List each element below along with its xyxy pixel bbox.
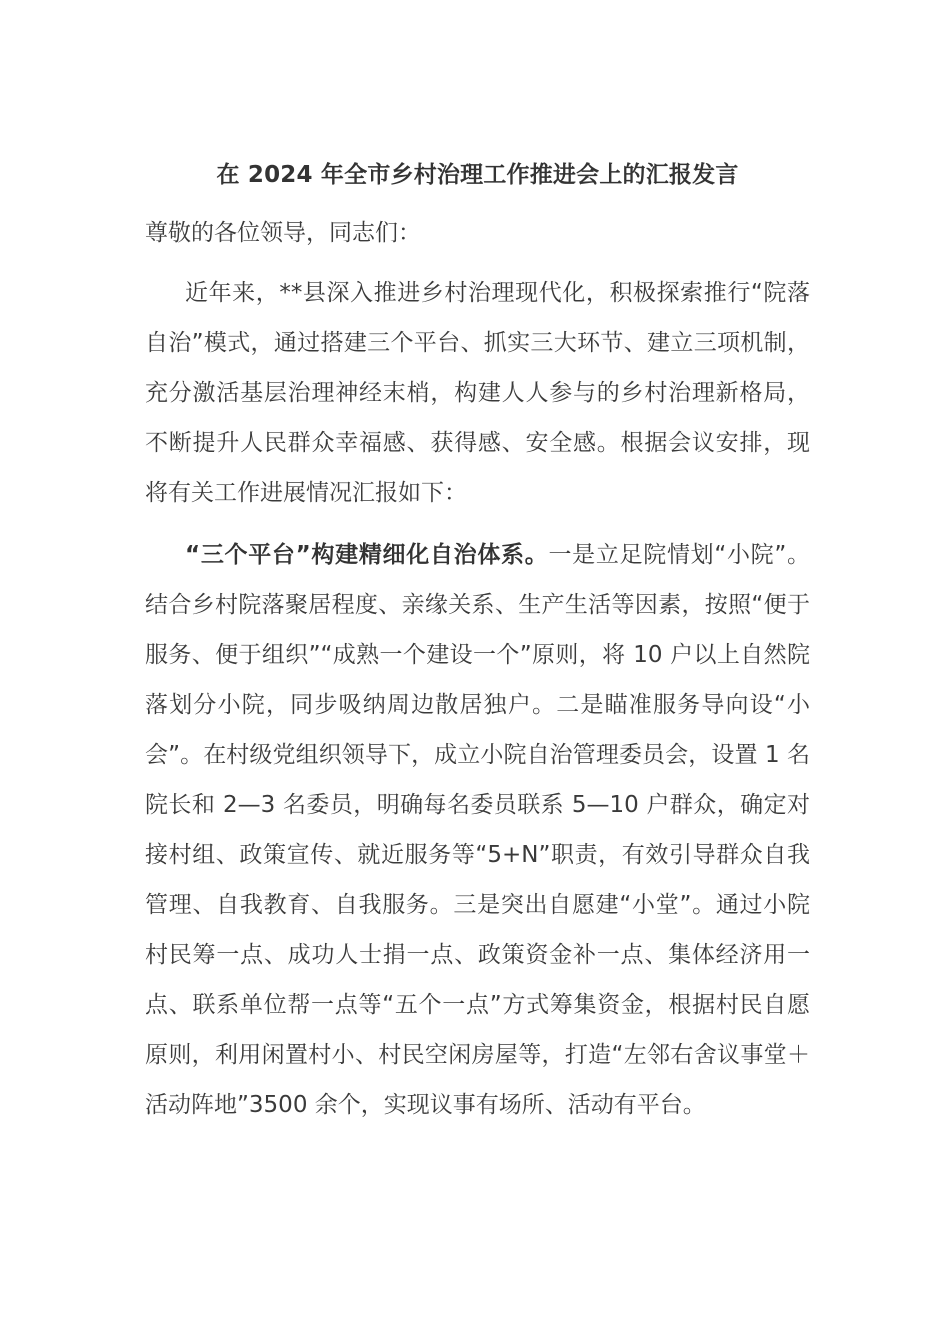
document-title: 在 2024 年全市乡村治理工作推进会上的汇报发言 bbox=[216, 162, 739, 188]
paragraph-three-platforms bbox=[145, 530, 810, 1130]
paragraph-intro: 近年来，**县深入推进乡村治理现代化，积极探索推行“院落自治”模式，通过搭建三个平台、抓实三大环节、建立三项机制，充分激活基层治理神经末梢，构建人人参与的乡村治理新格局，不断提升人民群众幸福感、获得感、安全感。根据会议安排，现将有关工作进展情况汇报如下： bbox=[145, 280, 810, 506]
section-heading: “三个平台”构建精细化自治体系。 bbox=[185, 542, 549, 568]
paragraph-body: 一是立足院情划“小院”。结合乡村院落聚居程度、亲缘关系、生产生活等因素，按照“便于服务、便于组织”“成熟一个建设一个”原则，将 10 户以上自然院落划分小院，同步吸纳周边散居独户。二是瞄准服务导向设“小会”。在村级党组织领导下，成立小院自治管理委员会，设置 1 名院长和 2—3 名委员，明确每名委员联系 5—10 户群众，确定对接村组、政策宣传、就近服务等“5+N”职责，有效引导群众自我管理、自我教育、自我服务。三是突出自愿建“小堂”。通过小院村民筹一点、成功人士捐一点、政策资金补一点、集体经济用一点、联系单位帮一点等“五个一点”方式筹集资金，根据村民自愿原则，利用闲置村小、村民空闲房屋等，打造“左邻右舍议事堂＋活动阵地”3500 余个，实现议事有场所、活动有平台。 bbox=[145, 542, 810, 1118]
salutation: 尊敬的各位领导，同志们： bbox=[145, 220, 421, 246]
document-body bbox=[145, 150, 810, 1130]
